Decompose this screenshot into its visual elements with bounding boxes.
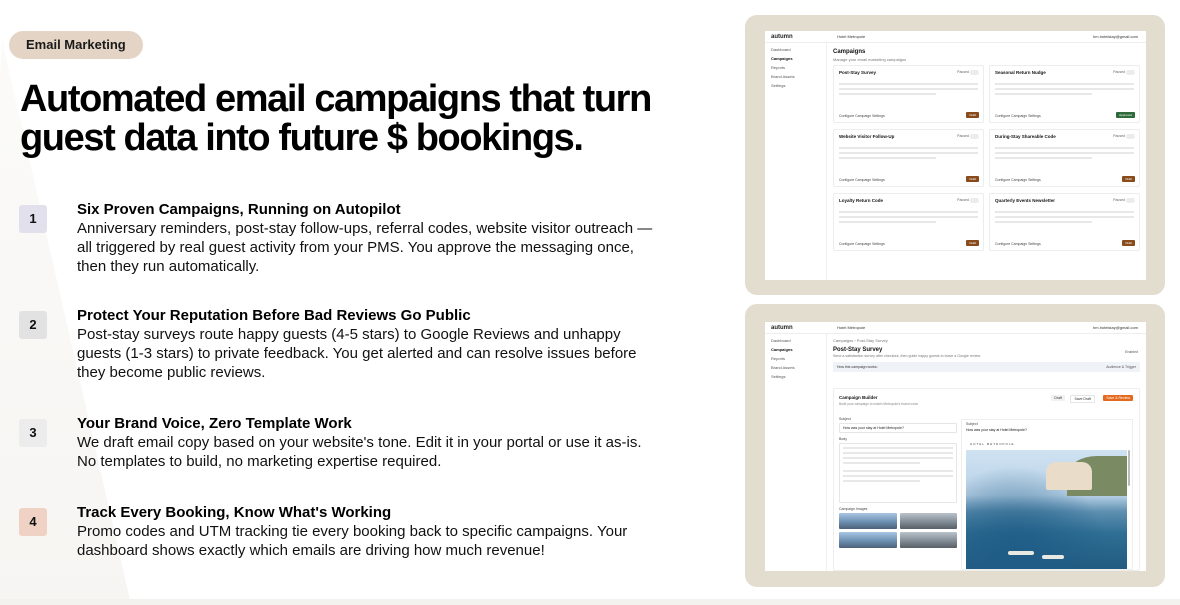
feature-number: 1: [19, 205, 47, 233]
feature-number: 3: [19, 419, 47, 447]
feature-description: We draft email copy based on your website's tone. Edit it in your portal or use it as-is. No templates to build, no marketing expertise required.: [77, 434, 642, 470]
how-label: How this campaign works:: [837, 365, 878, 369]
breadcrumb[interactable]: Campaigns › Post-Stay Survey: [833, 338, 888, 343]
survey-main: [833, 334, 1140, 571]
campaign-card[interactable]: [833, 65, 984, 123]
status-badge: Approved: [1116, 112, 1135, 118]
status-badge: Draft: [966, 240, 979, 246]
campaign-toggle[interactable]: [970, 70, 979, 75]
preview-subject: How was your stay at Hotel Metropole?: [966, 428, 1027, 432]
campaign-builder: [833, 388, 1140, 571]
sidebar-item-reports[interactable]: Reports: [771, 65, 786, 70]
user-email[interactable]: hm.hotelstay@gmail.com: [1093, 34, 1138, 39]
status-badge: Draft: [1122, 240, 1135, 246]
campaign-toggle[interactable]: [1126, 198, 1135, 203]
app-screenshot: [765, 322, 1146, 571]
category-badge: Email Marketing: [9, 31, 143, 59]
campaign-title: Seasonal Return Nudge: [995, 70, 1046, 75]
feature-description: Promo codes and UTM tracking tie every booking back to specific campaigns. Your dashboard shows exactly which emails are driving how much revenue!: [77, 523, 628, 559]
campaign-card[interactable]: [833, 129, 984, 187]
sidebar-item-reports[interactable]: Reports: [771, 356, 786, 361]
hotel-photo: [966, 450, 1127, 569]
preview-subject-label: Subject: [966, 422, 978, 426]
builder-subtitle: Build your campaign to match Metropole's brand voice: [839, 402, 919, 406]
app-topbar: [765, 322, 1146, 334]
campaign-cards: [833, 65, 1140, 251]
configure-button[interactable]: Configure Campaign Settings: [839, 242, 885, 246]
image-thumbnail[interactable]: [900, 532, 958, 548]
campaign-images: [839, 513, 957, 548]
campaign-toggle[interactable]: [1126, 70, 1135, 75]
campaign-card[interactable]: [989, 193, 1140, 251]
campaign-card[interactable]: [989, 129, 1140, 187]
headline: Automated email campaigns that turn guest data into future $ bookings.: [20, 78, 651, 159]
campaign-toggle[interactable]: [970, 198, 979, 203]
campaign-title: Post-Stay Survey: [839, 70, 877, 75]
configure-button[interactable]: Configure Campaign Settings: [995, 178, 1041, 182]
sidebar-item-brand-assets[interactable]: Brand Assets: [771, 365, 795, 370]
status-badge: Draft: [1122, 176, 1135, 182]
sidebar-item-campaigns[interactable]: Campaigns: [771, 56, 793, 61]
feature-title: Protect Your Reputation Before Bad Reviews Go Public: [77, 307, 471, 324]
builder-title: Campaign Builder: [839, 395, 878, 400]
feature-title: Six Proven Campaigns, Running on Autopilot: [77, 201, 401, 218]
feature-title: Your Brand Voice, Zero Template Work: [77, 415, 352, 432]
app-screenshot: [765, 31, 1146, 280]
property-selector[interactable]: Hotel Metropole: [837, 34, 866, 39]
campaign-title: Website Visitor Follow-Up: [839, 134, 895, 139]
campaign-title: During-Stay Shareable Code: [995, 134, 1056, 139]
app-sidebar: [765, 43, 827, 280]
sidebar-item-dashboard[interactable]: Dashboard: [771, 338, 791, 343]
email-preview: [961, 419, 1133, 570]
app-topbar: [765, 31, 1146, 43]
campaign-title: Loyalty Return Code: [839, 198, 884, 203]
sidebar-item-dashboard[interactable]: Dashboard: [771, 47, 791, 52]
campaign-state: Paused: [1113, 134, 1125, 138]
bottom-band: [0, 599, 1180, 605]
how-it-works-bar: [833, 362, 1140, 372]
sidebar-item-campaigns[interactable]: Campaigns: [771, 347, 793, 352]
app-sidebar: [765, 334, 827, 571]
app-logo: autumn: [771, 34, 793, 40]
campaign-state: Paused: [1113, 198, 1125, 202]
app-logo: autumn: [771, 325, 793, 331]
subject-label: Subject: [839, 417, 851, 421]
configure-button[interactable]: Configure Campaign Settings: [995, 114, 1041, 118]
draft-badge: Draft: [1051, 395, 1065, 401]
campaign-title: Quarterly Events Newsletter: [995, 198, 1056, 203]
status-badge: Draft: [966, 112, 979, 118]
screenshot-frame-campaigns: [745, 15, 1165, 295]
save-review-button[interactable]: Save & Review: [1103, 395, 1133, 401]
preview-scrollbar[interactable]: [1128, 450, 1130, 486]
campaign-state: Paused: [1113, 70, 1125, 74]
enabled-toggle[interactable]: Enabled: [1125, 350, 1138, 354]
images-label: Campaign Images: [839, 507, 868, 511]
campaign-state: Paused: [957, 134, 969, 138]
campaign-card[interactable]: [989, 65, 1140, 123]
page-subtitle: Manage your email marketing campaigns: [833, 57, 907, 62]
sidebar-item-settings[interactable]: Settings: [771, 83, 786, 88]
feature-number: 2: [19, 311, 47, 339]
campaign-card[interactable]: [833, 193, 984, 251]
status-badge: Draft: [966, 176, 979, 182]
sidebar-item-brand-assets[interactable]: Brand Assets: [771, 74, 795, 79]
feature-description: Post-stay surveys route happy guests (4-5 stars) to Google Reviews and unhappy guests (1-3 stars) to private feedback. You get alerted and can resolve issues before they become public reviews.: [77, 326, 637, 381]
save-draft-button[interactable]: Save Draft: [1070, 395, 1095, 403]
feature-title: Track Every Booking, Know What's Working: [77, 504, 392, 521]
page-title: Post-Stay Survey: [833, 347, 883, 353]
subject-field[interactable]: How was your stay at Hotel Metropole?: [839, 423, 957, 433]
preview-brand: HOTEL METROPOLE: [970, 442, 1015, 446]
image-thumbnail[interactable]: [839, 513, 897, 529]
page-title: Campaigns: [833, 49, 866, 55]
configure-button[interactable]: Configure Campaign Settings: [995, 242, 1041, 246]
how-link[interactable]: Audience & Trigger: [1106, 365, 1136, 369]
feature-number: 4: [19, 508, 47, 536]
sidebar-item-settings[interactable]: Settings: [771, 374, 786, 379]
body-label: Body: [839, 437, 847, 441]
body-field[interactable]: [839, 443, 957, 503]
campaign-state: Paused: [957, 70, 969, 74]
property-selector[interactable]: Hotel Metropole: [837, 325, 866, 330]
user-email[interactable]: hm.hotelstay@gmail.com: [1093, 325, 1138, 330]
campaign-toggle[interactable]: [970, 134, 979, 139]
campaign-state: Paused: [957, 198, 969, 202]
configure-button[interactable]: Configure Campaign Settings: [839, 114, 885, 118]
screenshot-frame-survey: [745, 304, 1165, 587]
campaigns-main: [833, 43, 1140, 280]
configure-button[interactable]: Configure Campaign Settings: [839, 178, 885, 182]
image-thumbnail[interactable]: [900, 513, 958, 529]
feature-description: Anniversary reminders, post-stay follow-ups, referral codes, website visitor outreach — all triggered by real guest activity from your PMS. You approve the messaging once, then they run automatically.: [77, 220, 653, 275]
campaign-toggle[interactable]: [1126, 134, 1135, 139]
image-thumbnail[interactable]: [839, 532, 897, 548]
page-subtitle: Send a satisfaction survey after checkout, then guide happy guests to leave a Google review: [833, 354, 981, 358]
